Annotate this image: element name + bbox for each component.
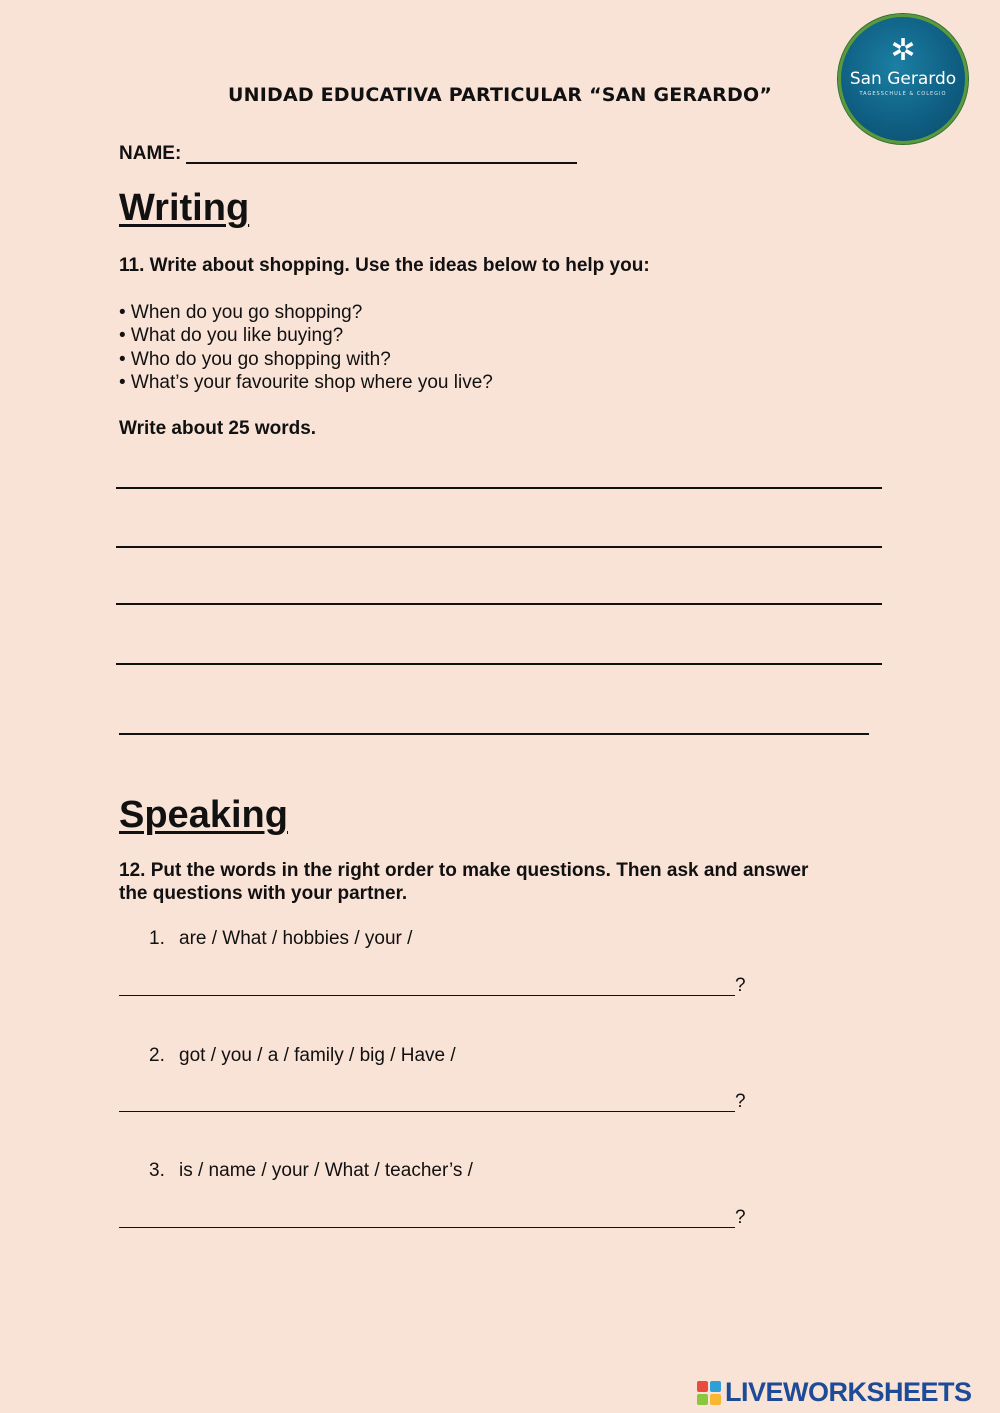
school-title: UNIDAD EDUCATIVA PARTICULAR “SAN GERARDO” (227, 84, 773, 106)
question-number: 3. (149, 1160, 165, 1181)
question-1 (149, 928, 412, 950)
bullet-item: • What’s your favourite shop where you live? (119, 371, 493, 393)
question-words: is / name / your / What / teacher’s / (179, 1160, 473, 1181)
writing-answer-line-5[interactable] (119, 733, 869, 735)
bullet-item: • What do you like buying? (119, 325, 344, 347)
logo-subtext: TAGESSCHULE & COLEGIO (859, 91, 947, 97)
question-words: got / you / a / family / big / Have / (179, 1045, 456, 1066)
school-logo (838, 14, 968, 144)
question-2-mark: ? (735, 1091, 746, 1112)
logo-star-icon: ✲ (890, 34, 916, 67)
question-3 (149, 1160, 473, 1182)
question-2-answer-line[interactable] (119, 1111, 735, 1112)
question-3-mark: ? (735, 1207, 746, 1228)
speaking-instruction-line2: the questions with your partner. (119, 883, 408, 904)
writing-answer-line-3[interactable] (116, 603, 882, 605)
writing-answer-line-2[interactable] (116, 546, 882, 548)
bullet-item: • When do you go shopping? (119, 302, 363, 323)
question-2 (149, 1045, 456, 1067)
liveworksheets-brand: LIVEWORKSHEETS (725, 1377, 972, 1407)
name-input-line[interactable] (186, 162, 577, 164)
question-number: 1. (149, 928, 165, 949)
question-1-answer-line[interactable] (119, 995, 735, 996)
writing-answer-line-4[interactable] (116, 663, 882, 665)
writing-heading: Writing (119, 187, 250, 229)
writing-instruction: 11. Write about shopping. Use the ideas below to help you: (119, 255, 650, 276)
question-number: 2. (149, 1045, 165, 1066)
question-words: are / What / hobbies / your / (179, 928, 413, 949)
question-3-answer-line[interactable] (119, 1227, 735, 1228)
writing-answer-line-1[interactable] (116, 487, 882, 489)
logo-text: San Gerardo (849, 69, 957, 89)
speaking-heading: Speaking (119, 794, 288, 836)
writing-bullet-list (119, 301, 493, 394)
speaking-instruction-line1: 12. Put the words in the right order to make questions. Then ask and answer (119, 860, 809, 881)
liveworksheets-badge-icon (697, 1381, 721, 1405)
bullet-item: • Who do you go shopping with? (119, 348, 391, 370)
question-1-mark: ? (735, 975, 746, 996)
word-count-instruction: Write about 25 words. (119, 418, 317, 439)
name-label: NAME: (119, 143, 182, 164)
